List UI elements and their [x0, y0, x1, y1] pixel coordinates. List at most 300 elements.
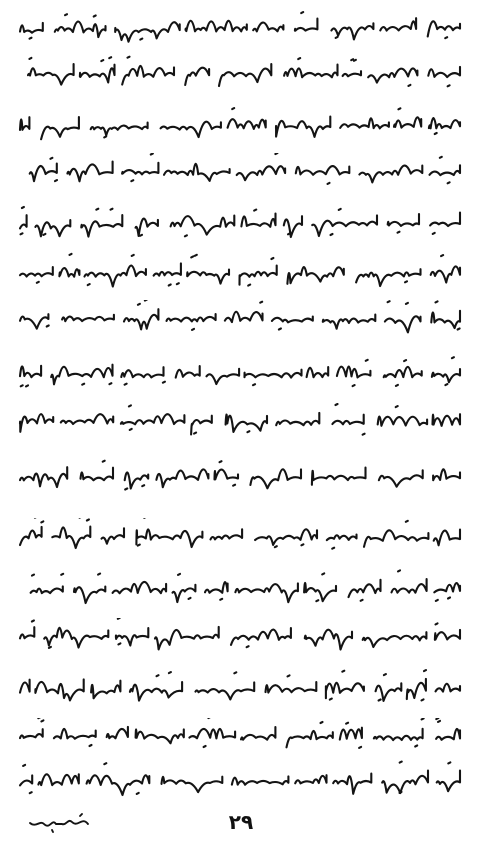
handwritten-word — [59, 268, 79, 277]
diacritic-dot — [104, 763, 106, 764]
diacritic-dot — [30, 792, 32, 793]
diacritic-dot — [415, 746, 417, 747]
handwriting-strokes — [14, 668, 466, 708]
diacritic-dot — [384, 674, 386, 675]
diacritic-dot — [194, 433, 196, 434]
diacritic-dot — [396, 406, 398, 407]
diacritic-dot — [137, 793, 139, 794]
diacritic-dot — [248, 285, 250, 286]
handwritten-word — [295, 775, 326, 783]
handwritten-word — [332, 415, 363, 425]
handwritten-word — [215, 470, 239, 480]
handwritten-word — [30, 164, 57, 182]
diacritic-dot — [448, 762, 450, 763]
diacritic-dot — [336, 37, 338, 38]
diacritic-dot — [220, 461, 222, 462]
diacritic-dot — [192, 329, 194, 330]
handwriting-strokes — [14, 568, 466, 608]
handwritten-word — [368, 68, 417, 82]
diacritic-dot — [288, 233, 290, 234]
handwritten-word — [436, 684, 461, 692]
diacritic-dot — [396, 385, 398, 386]
handwritten-word — [304, 583, 336, 601]
diacritic-dot — [275, 546, 277, 547]
handwritten-word — [136, 529, 202, 547]
diacritic-dot — [109, 383, 111, 384]
handwritten-word — [38, 774, 78, 785]
handwriting-strokes — [14, 55, 466, 95]
handwritten-word — [122, 66, 174, 85]
handwritten-line — [14, 55, 466, 95]
handwritten-word — [91, 681, 120, 699]
handwritten-word — [122, 163, 158, 175]
diacritic-dot — [441, 255, 443, 256]
diacritic-dot — [138, 545, 140, 546]
handwritten-word — [337, 367, 371, 378]
diacritic-dot — [140, 235, 142, 236]
diacritic-dot — [445, 37, 447, 38]
handwritten-word — [235, 583, 298, 602]
diacritic-dot — [125, 384, 127, 385]
handwritten-word — [296, 166, 350, 175]
diacritic-dot — [47, 326, 49, 327]
handwritten-word — [340, 728, 362, 740]
diacritic-dot — [163, 382, 165, 383]
diacritic-dot — [331, 234, 333, 235]
handwritten-word — [388, 214, 419, 226]
handwritten-word — [376, 683, 402, 701]
diacritic-dot — [22, 207, 24, 208]
handwriting-strokes — [14, 618, 466, 658]
diacritic-dot — [366, 360, 368, 361]
handwritten-word — [171, 216, 235, 235]
handwritten-word — [20, 414, 53, 432]
diacritic-dot — [169, 672, 171, 673]
diacritic-dot — [29, 58, 31, 59]
diacritic-dot — [109, 57, 111, 58]
diacritic-dot — [233, 485, 235, 486]
diacritic-dot — [128, 57, 130, 58]
diacritic-dot — [361, 600, 363, 601]
handwritten-word — [155, 627, 219, 650]
handwritten-word — [115, 22, 180, 41]
diacritic-dot — [43, 234, 45, 235]
diacritic-dot — [316, 600, 318, 601]
diacritic-dot — [424, 670, 426, 671]
diacritic-dot — [388, 301, 390, 302]
handwritten-text-block — [14, 0, 466, 800]
handwritten-word — [374, 729, 423, 740]
diacritic-dot — [87, 520, 89, 521]
handwritten-word — [378, 417, 427, 426]
handwritten-word — [41, 117, 79, 139]
diacritic-dot — [379, 700, 381, 701]
handwritten-word — [307, 367, 329, 377]
handwriting-strokes — [14, 153, 466, 193]
handwritten-line — [14, 668, 466, 708]
diacritic-dot — [204, 746, 206, 747]
diacritic-dot — [342, 671, 344, 672]
handwritten-word — [52, 527, 90, 548]
handwritten-word — [207, 369, 240, 384]
handwritten-word — [130, 682, 182, 701]
handwritten-word — [102, 528, 125, 543]
diacritic-dot — [61, 574, 63, 575]
diacritic-dot — [140, 39, 142, 40]
diacritic-dot — [55, 180, 57, 181]
diacritic-dot — [301, 544, 303, 545]
diacritic-dot — [448, 85, 450, 86]
handwritten-word — [81, 468, 114, 481]
diacritic-dot — [32, 621, 34, 622]
handwritten-word — [394, 117, 421, 127]
handwritten-word — [253, 23, 283, 32]
handwritten-word — [28, 64, 74, 85]
diacritic-dot — [398, 108, 400, 109]
handwritten-word — [363, 632, 427, 647]
handwritten-word — [185, 68, 209, 85]
handwritten-word — [284, 65, 337, 78]
handwritten-line — [14, 6, 466, 46]
handwritten-word — [312, 468, 366, 485]
handwritten-line — [14, 251, 466, 291]
handwriting-strokes — [14, 403, 466, 443]
handwritten-word — [55, 22, 106, 38]
diacritic-dot — [90, 745, 92, 746]
diacritic-dot — [247, 646, 249, 647]
diacritic-dot — [436, 600, 438, 601]
diacritic-dot — [70, 254, 72, 255]
diacritic-dot — [448, 598, 450, 599]
handwritten-word — [20, 680, 30, 693]
diacritic-dot — [185, 235, 187, 236]
diacritic-dot — [32, 575, 34, 576]
handwritten-word — [287, 731, 333, 747]
handwritten-word — [380, 18, 416, 30]
handwritten-word — [432, 369, 460, 382]
handwritten-word — [35, 679, 83, 700]
handwritten-word — [392, 579, 427, 593]
diacritic-dot — [104, 136, 106, 137]
diacritic-dot — [253, 384, 255, 385]
handwriting-strokes — [14, 455, 466, 495]
handwritten-word — [276, 413, 319, 425]
handwritten-word — [326, 683, 364, 698]
diacritic-dot — [145, 300, 147, 301]
diacritic-dot — [41, 720, 43, 721]
diacritic-dot — [351, 59, 353, 60]
handwritten-line — [14, 618, 466, 658]
handwritten-word — [364, 530, 428, 546]
diacritic-dot — [405, 281, 407, 282]
diacritic-dot — [111, 209, 113, 210]
diacritic-dot — [21, 385, 23, 386]
handwritten-word — [349, 580, 381, 597]
handwritten-word — [359, 166, 422, 183]
handwritten-word — [272, 317, 313, 323]
handwritten-word — [20, 215, 27, 228]
diacritic-dot — [436, 301, 438, 302]
handwritten-word — [382, 771, 428, 794]
handwritten-word — [124, 309, 158, 329]
diacritic-dot — [406, 303, 408, 304]
diacritic-dot — [404, 360, 406, 361]
handwritten-word — [327, 535, 357, 541]
diacritic-dot — [279, 329, 281, 330]
handwritten-word — [240, 266, 277, 285]
diacritic-dot — [49, 647, 51, 648]
diacritic-dot — [23, 765, 25, 766]
handwritten-word — [287, 267, 343, 284]
handwritten-word — [164, 164, 230, 181]
diacritic-dot — [298, 58, 300, 59]
handwritten-word — [191, 416, 212, 435]
handwritten-word — [121, 414, 184, 424]
diacritic-dot — [406, 521, 408, 522]
handwritten-word — [385, 316, 421, 332]
handwritten-word — [431, 266, 460, 282]
handwritten-line — [14, 455, 466, 495]
handwritten-word — [87, 775, 150, 795]
handwritten-word — [67, 162, 112, 182]
handwritten-word — [81, 215, 122, 237]
diacritic-dot — [353, 385, 355, 386]
diacritic-dot — [400, 762, 402, 763]
handwritten-word — [343, 71, 361, 76]
handwritten-word — [189, 729, 235, 739]
diacritic-dot — [436, 623, 438, 624]
handwritten-word — [176, 366, 200, 378]
handwriting-strokes — [14, 300, 466, 340]
handwritten-word — [266, 682, 317, 693]
handwritten-word — [162, 777, 223, 792]
diacritic-dot — [103, 461, 105, 462]
handwritten-word — [44, 628, 108, 648]
diacritic-dot — [26, 385, 28, 386]
handwritten-line — [14, 202, 466, 242]
diacritic-dot — [260, 302, 262, 303]
handwritten-word — [434, 583, 460, 592]
handwritten-word — [431, 311, 460, 328]
handwritten-word — [226, 415, 267, 432]
diacritic-dot — [82, 384, 84, 385]
diacritic-dot — [254, 210, 256, 211]
handwritten-word — [107, 727, 128, 738]
handwritten-word — [20, 117, 29, 130]
diacritic-dot — [336, 404, 338, 405]
handwritten-line — [14, 153, 466, 193]
handwritten-word — [31, 586, 63, 593]
diacritic-dot — [189, 598, 191, 599]
handwritten-word — [205, 582, 228, 593]
handwriting-strokes — [14, 202, 466, 242]
handwritten-word — [428, 21, 460, 36]
handwritten-line — [14, 403, 466, 443]
handwritten-word — [437, 771, 460, 792]
handwritten-word — [196, 682, 255, 699]
handwritten-word — [156, 469, 208, 487]
handwritten-line — [14, 518, 466, 558]
handwriting-strokes — [14, 718, 466, 758]
handwritten-word — [167, 314, 216, 322]
diacritic-dot — [332, 548, 334, 549]
diacritic-dot — [94, 16, 96, 17]
diacritic-dot — [328, 183, 330, 184]
diacritic-dot — [234, 672, 236, 673]
diacritic-dot — [169, 285, 171, 286]
diacritic-dot — [321, 722, 323, 723]
diacritic-dot — [398, 570, 400, 571]
handwritten-word — [356, 269, 420, 286]
diacritic-dot — [458, 329, 460, 330]
handwritten-word — [20, 467, 67, 487]
handwritten-word — [91, 123, 148, 136]
handwritten-word — [435, 630, 460, 640]
handwritten-word — [20, 775, 32, 785]
handwritten-word — [85, 266, 146, 287]
handwritten-line — [14, 568, 466, 608]
handwritten-word — [323, 315, 376, 329]
diacritic-dot — [422, 699, 424, 700]
diacritic-dot — [65, 14, 67, 15]
handwritten-line — [14, 718, 466, 758]
handwritten-word — [333, 774, 371, 794]
handwritten-word — [245, 370, 302, 378]
diacritic-dot — [339, 209, 341, 210]
diacritic-dot — [21, 233, 23, 234]
diacritic-dot — [301, 12, 303, 13]
diacritic-dot — [191, 256, 193, 257]
diacritic-dot — [37, 282, 39, 283]
diacritic-dot — [129, 405, 131, 406]
handwritten-word — [20, 729, 43, 738]
handwritten-line — [14, 352, 466, 392]
handwritten-word — [232, 776, 289, 784]
handwritten-word — [211, 529, 243, 539]
diacritic-dot — [436, 718, 438, 719]
diacritic-dot — [400, 792, 402, 793]
diacritic-dot — [346, 723, 348, 724]
handwritten-word — [305, 630, 352, 650]
handwritten-word — [430, 165, 461, 175]
diacritic-dot — [288, 675, 290, 676]
diacritic-dot — [359, 747, 361, 748]
handwritten-word — [173, 585, 196, 602]
diacritic-dot — [88, 284, 90, 285]
diacritic-dot — [98, 574, 100, 575]
diacritic-dot — [398, 232, 400, 233]
handwritten-word — [62, 315, 114, 321]
handwritten-word — [433, 414, 461, 426]
diacritic-dot — [138, 304, 140, 305]
handwritten-word — [51, 365, 112, 385]
diacritic-dot — [96, 209, 98, 210]
handwriting-strokes — [14, 251, 466, 291]
handwritten-word — [284, 216, 302, 237]
handwritten-line — [14, 104, 466, 144]
handwritten-word — [312, 215, 377, 236]
handwritten-word — [241, 727, 275, 740]
diacritic-dot — [101, 60, 103, 61]
diacritic-dot — [130, 429, 132, 430]
diacritic-dot — [354, 60, 356, 61]
handwritten-word — [430, 213, 460, 227]
diacritic-dot — [433, 233, 435, 234]
diacritic-dot — [408, 85, 410, 86]
diacritic-dot — [440, 157, 442, 158]
handwritten-word — [436, 729, 460, 740]
handwritten-word — [80, 65, 115, 83]
handwritten-word — [384, 367, 422, 377]
handwritten-word — [295, 19, 318, 31]
handwritten-word — [429, 118, 460, 128]
handwritten-word — [237, 166, 285, 180]
handwritten-word — [186, 21, 247, 32]
handwriting-strokes — [14, 352, 466, 392]
handwritten-word — [276, 117, 330, 137]
diacritic-dot — [132, 255, 134, 256]
handwritten-word — [187, 270, 229, 284]
handwritten-word — [35, 220, 70, 236]
handwritten-word — [20, 267, 53, 276]
diacritic-dot — [247, 431, 249, 432]
diacritic-dot — [30, 38, 32, 39]
catchword-handwriting — [22, 812, 92, 834]
handwritten-word — [241, 214, 275, 227]
handwritten-word — [54, 729, 96, 739]
diacritic-dot — [275, 153, 277, 154]
diacritic-dot — [41, 521, 43, 522]
handwritten-word — [20, 314, 48, 329]
diacritic-dot — [118, 618, 120, 619]
handwritten-word — [250, 469, 301, 488]
handwritten-word — [219, 64, 271, 86]
diacritic-dot — [363, 434, 365, 435]
diacritic-dot — [445, 384, 447, 385]
diacritic-dot — [435, 133, 437, 134]
handwritten-word — [113, 582, 167, 593]
diacritic-dot — [448, 182, 450, 183]
diacritic-dot — [118, 643, 120, 644]
handwriting-strokes — [14, 760, 466, 800]
diacritic-dot — [195, 255, 197, 256]
diacritic-dot — [422, 718, 424, 719]
diacritic-dot — [50, 158, 52, 159]
diacritic-dot — [322, 573, 324, 574]
handwritten-word — [121, 367, 163, 377]
handwritten-word — [136, 219, 158, 236]
handwritten-word — [225, 312, 263, 322]
diacritic-dot — [438, 721, 440, 722]
page-number: ۲۹ — [228, 810, 254, 834]
handwritten-word — [154, 263, 181, 275]
handwritten-line — [14, 300, 466, 340]
handwritten-word — [255, 529, 317, 545]
diacritic-dot — [177, 283, 179, 284]
handwritten-word — [136, 729, 184, 743]
handwritten-word — [428, 67, 460, 77]
handwritten-word — [340, 118, 389, 128]
handwritten-word — [20, 366, 41, 377]
handwriting-strokes — [14, 104, 466, 144]
diacritic-dot — [452, 357, 454, 358]
handwritten-word — [20, 527, 42, 545]
handwritten-word — [379, 470, 423, 486]
handwritten-word — [228, 119, 266, 129]
diacritic-dot — [157, 675, 159, 676]
handwritten-word — [231, 628, 291, 645]
handwritten-word — [74, 587, 105, 604]
